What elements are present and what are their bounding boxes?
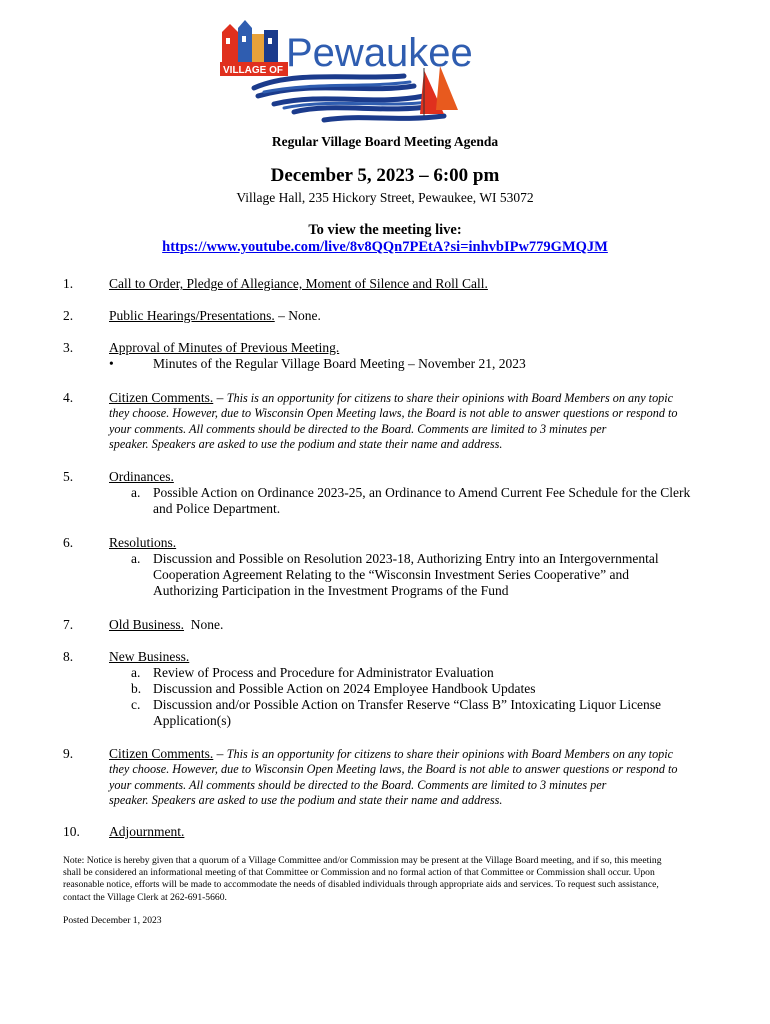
sub-item: [109, 551, 709, 599]
item-number: 6.: [63, 535, 74, 550]
comment-note-line: they choose. However, due to Wisconsin Open Meeting laws, the Board is not able to answer questions or respond to: [109, 762, 678, 777]
bullet-item: [109, 356, 709, 372]
comment-note-line: This is an opportunity for citizens to share their opinions with Board Members on any topic: [226, 391, 674, 405]
logo-name: Pewaukee: [286, 31, 473, 75]
sub-item-marker: b.: [131, 681, 142, 696]
item-number: 10.: [63, 824, 80, 839]
item-number: 1.: [63, 276, 74, 291]
comment-note-line: speaker. Speakers are asked to use the podium and state their name and address.: [109, 793, 503, 808]
item-title: Resolutions.: [109, 535, 177, 550]
meeting-date: December 5, 2023 – 6:00 pm: [270, 165, 500, 186]
sub-item: [109, 697, 709, 729]
sub-item-line: Possible Action on Ordinance 2023-25, an Ordinance to Amend Current Fee Schedule for the Clerk: [153, 485, 691, 500]
footer-note-line: contact the Village Clerk at 262-691-5660.: [63, 891, 227, 903]
sub-item-marker: a.: [131, 485, 141, 500]
footer-note: [63, 855, 703, 904]
bullet-text: Minutes of the Regular Village Board Meeting – November 21, 2023: [153, 356, 526, 371]
sub-item: [109, 681, 709, 697]
live-stream-label: To view the meeting live:: [308, 222, 462, 238]
item-title: Adjournment.: [109, 824, 185, 839]
item-number: 8.: [63, 649, 74, 664]
sub-item-line: and Police Department.: [153, 501, 281, 516]
item-title: New Business.: [109, 649, 190, 664]
item-title: Call to Order, Pledge of Allegiance, Moment of Silence and Roll Call.: [109, 276, 488, 291]
item-number: 9.: [63, 746, 74, 761]
sub-item-line: Discussion and/or Possible Action on Transfer Reserve “Class B” Intoxicating Liquor License: [153, 697, 662, 712]
sub-item-line: Authorizing Participation in the Investment Programs of the Fund: [153, 583, 509, 598]
item-title: Public Hearings/Presentations.: [109, 308, 275, 323]
item-dash: –: [213, 746, 227, 761]
comment-note-line: they choose. However, due to Wisconsin Open Meeting laws, the Board is not able to answer questions or respond to: [109, 406, 678, 421]
item-title: Citizen Comments.: [109, 746, 214, 761]
sub-item-line: Discussion and Possible Action on 2024 Employee Handbook Updates: [153, 681, 536, 696]
sub-item: [109, 485, 709, 517]
item-status: – None.: [274, 308, 321, 323]
sub-item-line: Review of Process and Procedure for Administrator Evaluation: [153, 665, 494, 680]
item-dash: –: [213, 390, 227, 405]
meeting-address: Village Hall, 235 Hickory Street, Pewaukee, WI 53072: [236, 190, 534, 205]
sub-item-marker: c.: [131, 697, 141, 712]
footer-note-line: shall be considered an informational meeting of that Committee or Commission and no formal action of that Committee or Commission shall occur. Upon: [63, 867, 655, 879]
item-title: Approval of Minutes of Previous Meeting.: [109, 340, 340, 355]
item-number: 4.: [63, 390, 74, 405]
logo-prefix: VILLAGE OF: [223, 65, 283, 76]
comment-note-line: speaker. Speakers are asked to use the podium and state their name and address.: [109, 437, 503, 452]
item-number: 5.: [63, 469, 74, 484]
item-title: Ordinances.: [109, 469, 174, 484]
footer-note-line: reasonable notice, efforts will be made to accommodate the needs of disabled individuals through appropriate aids and services. To request such assistance,: [63, 879, 659, 891]
posted-date: Posted December 1, 2023: [63, 915, 162, 926]
item-number: 2.: [63, 308, 74, 323]
sub-item-line: Cooperation Agreement Relating to the “Wisconsin Investment Series Cooperative” and: [153, 567, 629, 582]
sub-item-line: Application(s): [153, 713, 231, 728]
village-logo: [214, 10, 488, 132]
pewaukee-logo-graphic: [214, 10, 488, 132]
sub-item-marker: a.: [131, 551, 141, 566]
comment-note-line: your comments. All comments should be directed to the Board. Comments are limited to 3 minutes per: [109, 777, 607, 792]
item-title: Citizen Comments.: [109, 390, 214, 405]
agenda-subtitle: Regular Village Board Meeting Agenda: [271, 134, 499, 149]
live-stream-link[interactable]: https://www.youtube.com/live/8v8QQn7PEtA?si=inhvbIPw779GMQJM: [162, 239, 608, 255]
footer-note-line: Note: Notice is hereby given that a quorum of a Village Committee and/or Commission may be present at the Village Board meeting, and if so, this meeting: [63, 855, 662, 866]
sub-item-marker: a.: [131, 665, 141, 680]
comment-note-line: This is an opportunity for citizens to share their opinions with Board Members on any topic: [226, 747, 674, 761]
comment-note-line: your comments. All comments should be directed to the Board. Comments are limited to 3 minutes per: [109, 421, 607, 436]
sub-item: [109, 665, 709, 681]
item-number: 3.: [63, 340, 74, 355]
sub-item-line: Discussion and Possible on Resolution 2023-18, Authorizing Entry into an Intergovernmental: [153, 551, 659, 566]
item-status: None.: [184, 617, 224, 632]
bullet-dot: •: [109, 356, 114, 371]
item-title: Old Business.: [109, 617, 185, 632]
item-number: 7.: [63, 617, 74, 632]
